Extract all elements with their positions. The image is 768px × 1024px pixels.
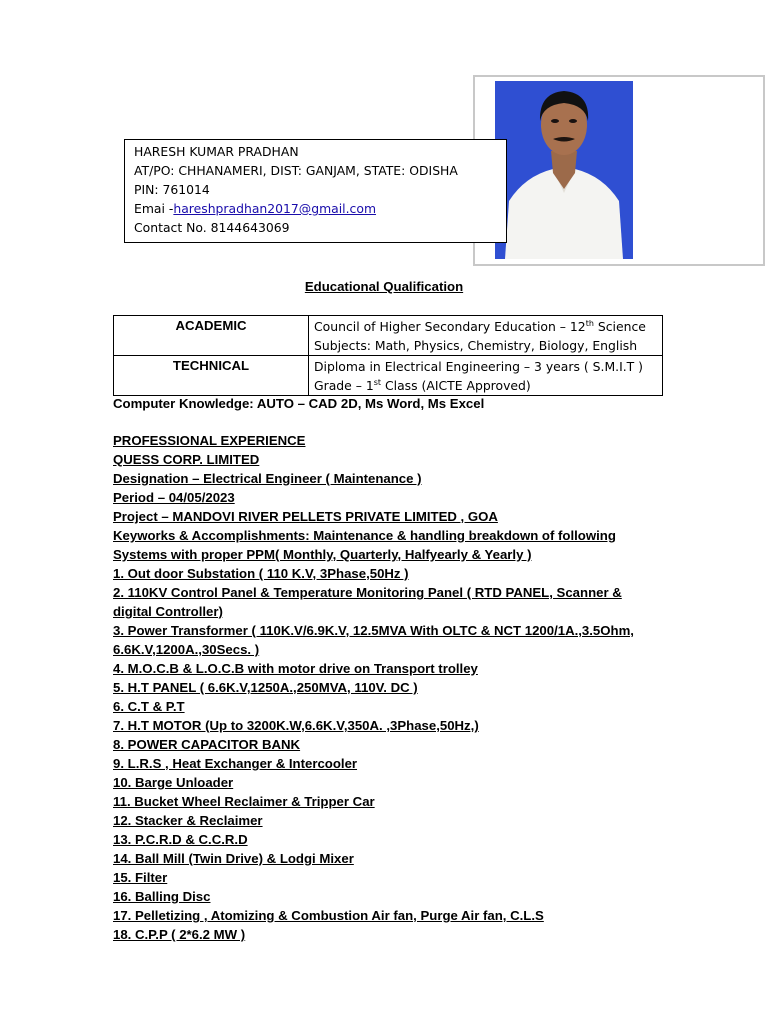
list-item: 17. Pelletizing , Atomizing & Combustion Air fan, Purge Air fan, C.L.S — [113, 908, 544, 923]
academic-line-1-end: Science — [593, 319, 646, 334]
row-label: ACADEMIC — [114, 316, 309, 356]
list-item: 11. Bucket Wheel Reclaimer & Tripper Car — [113, 794, 375, 809]
list-item: digital Controller) — [113, 604, 223, 619]
project: Project – MANDOVI RIVER PELLETS PRIVATE LIMITED , GOA — [113, 509, 498, 524]
list-item: 2. 110KV Control Panel & Temperature Monitoring Panel ( RTD PANEL, Scanner & — [113, 585, 622, 600]
academic-line-2: Subjects: Math, Physics, Chemistry, Biology, English — [314, 338, 638, 353]
row-value — [309, 316, 663, 356]
keyworks-line-1: Keyworks & Accomplishments: Maintenance & handling breakdown of following — [113, 528, 616, 543]
designation: Designation – Electrical Engineer ( Maintenance ) — [113, 471, 422, 486]
list-item: 7. H.T MOTOR (Up to 3200K.W,6.6K.V,350A. ,3Phase,50Hz,) — [113, 718, 479, 733]
list-item: 16. Balling Disc — [113, 889, 211, 904]
resume-body — [113, 394, 713, 944]
list-item: 14. Ball Mill (Twin Drive) & Lodgi Mixer — [113, 851, 354, 866]
profile-photo-frame — [473, 75, 765, 266]
list-item: 6.6K.V,1200A.,30Secs. ) — [113, 642, 260, 657]
computer-knowledge: Computer Knowledge: AUTO – CAD 2D, Ms Word, Ms Excel — [113, 396, 485, 411]
list-item: 15. Filter — [113, 870, 168, 885]
technical-line-1: Diploma in Electrical Engineering – 3 years ( S.M.I.T ) — [314, 359, 644, 374]
experience-heading: PROFESSIONAL EXPERIENCE — [113, 433, 306, 448]
contact-box — [124, 139, 507, 243]
table-row — [114, 316, 663, 356]
candidate-name: HARESH KUMAR PRADHAN — [134, 144, 299, 159]
technical-line-2-end: Class (AICTE Approved) — [381, 378, 531, 393]
list-item: 10. Barge Unloader — [113, 775, 234, 790]
keyworks-line-2: Systems with proper PPM( Monthly, Quarterly, Halfyearly & Yearly ) — [113, 547, 532, 562]
technical-sup: st — [373, 377, 382, 387]
company-name: QUESS CORP. LIMITED — [113, 452, 260, 467]
phone-line: Contact No. 8144643069 — [134, 220, 290, 235]
list-item: 6. C.T & P.T — [113, 699, 185, 714]
profile-photo — [495, 81, 633, 259]
list-item: 3. Power Transformer ( 110K.V/6.9K.V, 12.5MVA With OLTC & NCT 1200/1A.,3.5Ohm, — [113, 623, 634, 638]
pin-line: PIN: 761014 — [134, 182, 210, 197]
list-item: 13. P.C.R.D & C.C.R.D — [113, 832, 248, 847]
list-item: 18. C.P.P ( 2*6.2 MW ) — [113, 927, 246, 942]
list-item: 1. Out door Substation ( 110 K.V, 3Phase,50Hz ) — [113, 566, 409, 581]
email-prefix: Emai - — [134, 201, 174, 216]
education-title: Educational Qualification — [304, 279, 464, 294]
list-item: 4. M.O.C.B & L.O.C.B with motor drive on Transport trolley — [113, 661, 478, 676]
email-line — [134, 199, 506, 218]
list-item: 12. Stacker & Reclaimer — [113, 813, 263, 828]
list-item: 5. H.T PANEL ( 6.6K.V,1250A.,250MVA, 110V. DC ) — [113, 680, 418, 695]
table-row — [114, 356, 663, 396]
list-item: 9. L.R.S , Heat Exchanger & Intercooler — [113, 756, 358, 771]
academic-sup: th — [585, 318, 594, 328]
experience-list — [113, 564, 713, 944]
education-table — [113, 315, 663, 396]
list-item: 8. POWER CAPACITOR BANK — [113, 737, 301, 752]
period: Period – 04/05/2023 — [113, 490, 235, 505]
row-value — [309, 356, 663, 396]
address-line: AT/PO: CHHANAMERI, DIST: GANJAM, STATE: ODISHA — [134, 163, 458, 178]
technical-line-2: Grade – 1 — [314, 378, 374, 393]
person-photo-icon — [495, 81, 633, 259]
row-label: TECHNICAL — [114, 356, 309, 396]
email-link[interactable]: hareshpradhan2017@gmail.com — [173, 201, 377, 216]
academic-line-1: Council of Higher Secondary Education – 12 — [314, 319, 586, 334]
